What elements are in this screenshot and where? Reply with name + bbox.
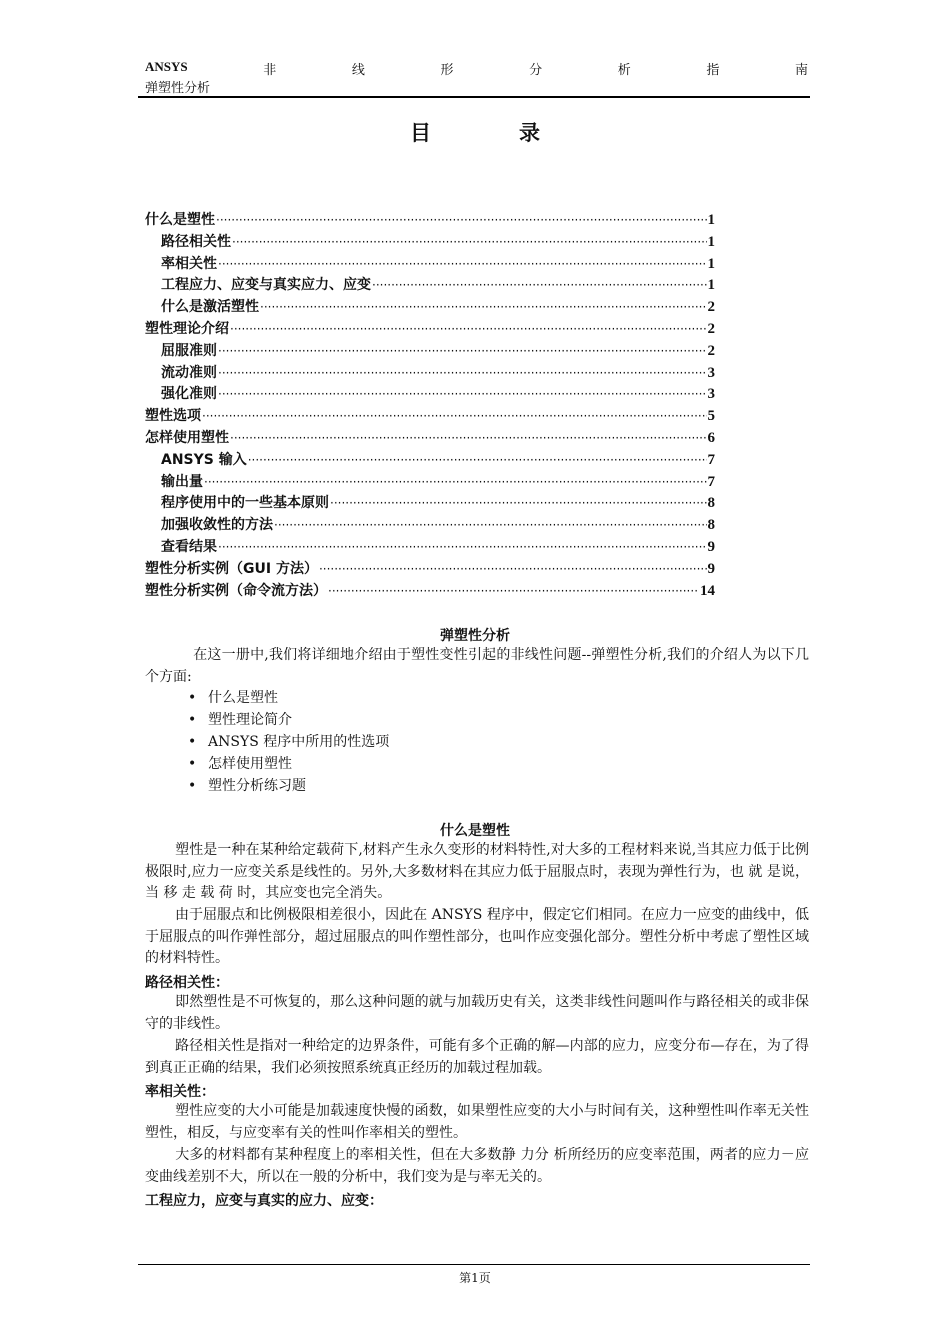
toc-leader-dots (218, 365, 707, 381)
toc-leader-dots (230, 321, 707, 337)
toc-entry[interactable] (145, 471, 715, 493)
toc-entry-label: 加强收敛性的方法 (161, 517, 273, 534)
toc-entry-label: 输出量 (161, 473, 203, 490)
paragraph (145, 992, 809, 1035)
toc-entry-page: 3 (707, 364, 715, 381)
toc-entry-label: 路径相关性 (161, 233, 231, 250)
toc-entry[interactable] (145, 405, 715, 427)
toc-leader-dots (330, 495, 707, 511)
toc-entry-label: 塑性选项 (145, 408, 201, 425)
toc-entry-page: 1 (707, 233, 715, 250)
toc-entry-label: 查看结果 (161, 538, 217, 555)
toc-entry[interactable] (145, 340, 715, 362)
toc-entry[interactable] (145, 296, 715, 318)
toc-leader-dots (216, 212, 707, 228)
toc-leader-dots (230, 430, 707, 446)
toc-entry-label: 塑性分析实例（命令流方法） (145, 582, 327, 599)
header-subtitle: 弹塑性分析 (145, 81, 211, 96)
toc-leader-dots (202, 408, 707, 424)
footer-divider (138, 1264, 810, 1265)
list-item (188, 731, 389, 753)
toc-entry-label: 率相关性 (161, 255, 217, 272)
toc-leader-dots (274, 517, 707, 533)
header-title-part: 析 (617, 63, 631, 78)
toc-leader-dots (232, 234, 707, 250)
toc-entry-label: 怎样使用塑性 (145, 429, 229, 446)
toc-entry-label: 塑性理论介绍 (145, 320, 229, 337)
intro-paragraph (145, 645, 809, 688)
list-item-text: 塑性理论简介 (208, 712, 292, 728)
toc-entry-page: 7 (707, 473, 715, 490)
toc-leader-dots (328, 583, 699, 599)
paragraph (145, 905, 809, 970)
intro-title: 弹塑性分析 (440, 628, 510, 644)
toc-entry-label: 屈服准则 (161, 342, 217, 359)
header-title-part: 形 (440, 63, 454, 78)
paragraph-text: 塑性应变的大小可能是加载速度快慢的函数，如果塑性应变的大小与时间有关，这种塑性叫作率无关性塑性，相反，与应变率有关的性叫作率相关的塑性。 (145, 1103, 809, 1141)
paragraph-text: 路径相关性是指对一种给定的边界条件，可能有多个正确的解—内部的应力，应变分布—存在，为了得到真正正确的结果，我们必须按照系统真正经历的加载过程加载。 (145, 1038, 809, 1076)
toc-title-part: 目 (410, 120, 431, 145)
list-item-text: 塑性分析练习题 (208, 778, 306, 794)
header-title-part: 线 (351, 63, 365, 78)
list-item (188, 753, 389, 775)
toc-entry-label: 什么是激活塑性 (161, 299, 259, 316)
toc-entry[interactable] (145, 449, 715, 471)
toc-leader-dots (218, 539, 707, 555)
toc-entry[interactable] (145, 514, 715, 536)
toc-leader-dots (218, 343, 707, 359)
list-item-text: 怎样使用塑性 (208, 756, 292, 772)
list-item (188, 775, 389, 797)
toc-leader-dots (248, 452, 707, 468)
toc-entry[interactable] (145, 427, 715, 449)
intro-bullet-list (188, 687, 389, 797)
paragraph-text: 由于屈服点和比例极限相差很小，因此在 ANSYS 程序中，假定它们相同。在应力一应变的曲线中，低于屈服点的叫作弹性部分，超过屈服点的叫作塑性部分，也叫作应变强化部分。塑性分析中考虑了塑性区域的材料特性。 (145, 907, 809, 966)
toc-entry[interactable] (145, 492, 715, 514)
toc-entry[interactable] (145, 536, 715, 558)
paragraph-text: 塑性是一种在某种给定载荷下,材料产生永久变形的材料特性,对大多的工程材料来说,当其应力低于比例极限时,应力一应变关系是线性的。另外,大多数材料在其应力低于屈服点时，表现为弹性行为，也 就 是说，当 移 走 载 荷 时，其应变也完全消失。 (145, 842, 809, 901)
subsection-heading: 率相关性： (145, 1084, 215, 1100)
toc-entry[interactable] (145, 209, 715, 231)
subsection-heading: 路径相关性： (145, 975, 229, 991)
header-title-part: 分 (529, 63, 543, 78)
toc-title (0, 117, 950, 147)
toc-leader-dots (319, 561, 707, 577)
subsection-heading: 工程应力，应变与真实的应力、应变： (145, 1193, 383, 1209)
toc-entry-label: 塑性分析实例（GUI 方法） (145, 560, 318, 577)
toc-entry-label: 程序使用中的一些基本原则 (161, 495, 329, 512)
bullet-icon: • (188, 734, 197, 750)
header-title-part: ANSYS (145, 59, 188, 74)
header-title-part: 南 (794, 63, 808, 78)
toc-entry-page: 7 (707, 451, 715, 468)
toc-entry[interactable] (145, 580, 715, 602)
toc-entry-page: 3 (707, 386, 715, 403)
paragraph (145, 1036, 809, 1079)
toc-entry-page: 1 (707, 212, 715, 228)
toc-entry-label: 什么是塑性 (145, 212, 215, 228)
bullet-icon: • (188, 756, 197, 772)
toc-leader-dots (260, 299, 707, 315)
toc-leader-dots (204, 474, 707, 490)
list-item (188, 709, 389, 731)
paragraph (145, 840, 809, 905)
toc-entry[interactable] (145, 383, 715, 405)
toc-entry-page: 9 (707, 560, 715, 577)
page-number: 第1页 (459, 1271, 491, 1285)
toc-leader-dots (218, 256, 707, 272)
toc-entry-page: 14 (700, 582, 715, 599)
bullet-icon: • (188, 778, 197, 794)
section-title: 什么是塑性 (440, 823, 510, 839)
list-item-text: ANSYS 程序中所用的性选项 (208, 734, 390, 750)
toc-entry-label: 流动准则 (161, 364, 217, 381)
toc-entry-page: 2 (707, 320, 715, 337)
toc-entry[interactable] (145, 558, 715, 580)
header-title (145, 59, 808, 77)
paragraph-text: 即然塑性是不可恢复的，那么这种问题的就与加载历史有关，这类非线性问题叫作与路径相关的或非保守的非线性。 (145, 994, 809, 1032)
toc-entry-label: 强化准则 (161, 386, 217, 403)
header-title-part: 指 (706, 63, 720, 78)
toc-title-part: 录 (519, 120, 540, 145)
toc-entry-page: 2 (707, 342, 715, 359)
toc-entry-page: 8 (707, 495, 715, 512)
toc-entry-page: 1 (707, 255, 715, 272)
list-item-text: 什么是塑性 (208, 690, 278, 706)
bullet-icon: • (188, 712, 197, 728)
toc-entry[interactable] (145, 253, 715, 275)
paragraph (145, 1101, 809, 1144)
toc-entry-page: 6 (707, 429, 715, 446)
table-of-contents (145, 209, 715, 601)
intro-paragraph-text: 在这一册中,我们将详细地介绍由于塑性变性引起的非线性问题--弹塑性分析,我们的介绍人为以下几个方面: (145, 647, 809, 685)
paragraph (145, 1145, 809, 1188)
toc-entry-label: 工程应力、应变与真实应力、应变 (161, 277, 371, 294)
toc-entry[interactable] (145, 362, 715, 384)
toc-entry-page: 1 (707, 277, 715, 294)
toc-entry-page: 8 (707, 517, 715, 534)
toc-entry-label: ANSYS 输入 (161, 451, 247, 468)
list-item (188, 687, 389, 709)
header-title-part: 非 (263, 63, 277, 78)
toc-entry-page: 9 (707, 538, 715, 555)
toc-entry[interactable] (145, 274, 715, 296)
header-divider (138, 96, 810, 98)
bullet-icon: • (188, 690, 197, 706)
toc-entry-page: 2 (707, 299, 715, 316)
toc-entry[interactable] (145, 231, 715, 253)
toc-leader-dots (218, 386, 707, 402)
paragraph-text: 大多的材料都有某种程度上的率相关性，但在大多数静 力分 析所经历的应变率范围，两者的应力－应变曲线差别不大，所以在一般的分析中，我们变为是与率无关的。 (145, 1147, 809, 1185)
toc-entry[interactable] (145, 318, 715, 340)
toc-entry-page: 5 (707, 408, 715, 425)
toc-leader-dots (372, 277, 707, 293)
